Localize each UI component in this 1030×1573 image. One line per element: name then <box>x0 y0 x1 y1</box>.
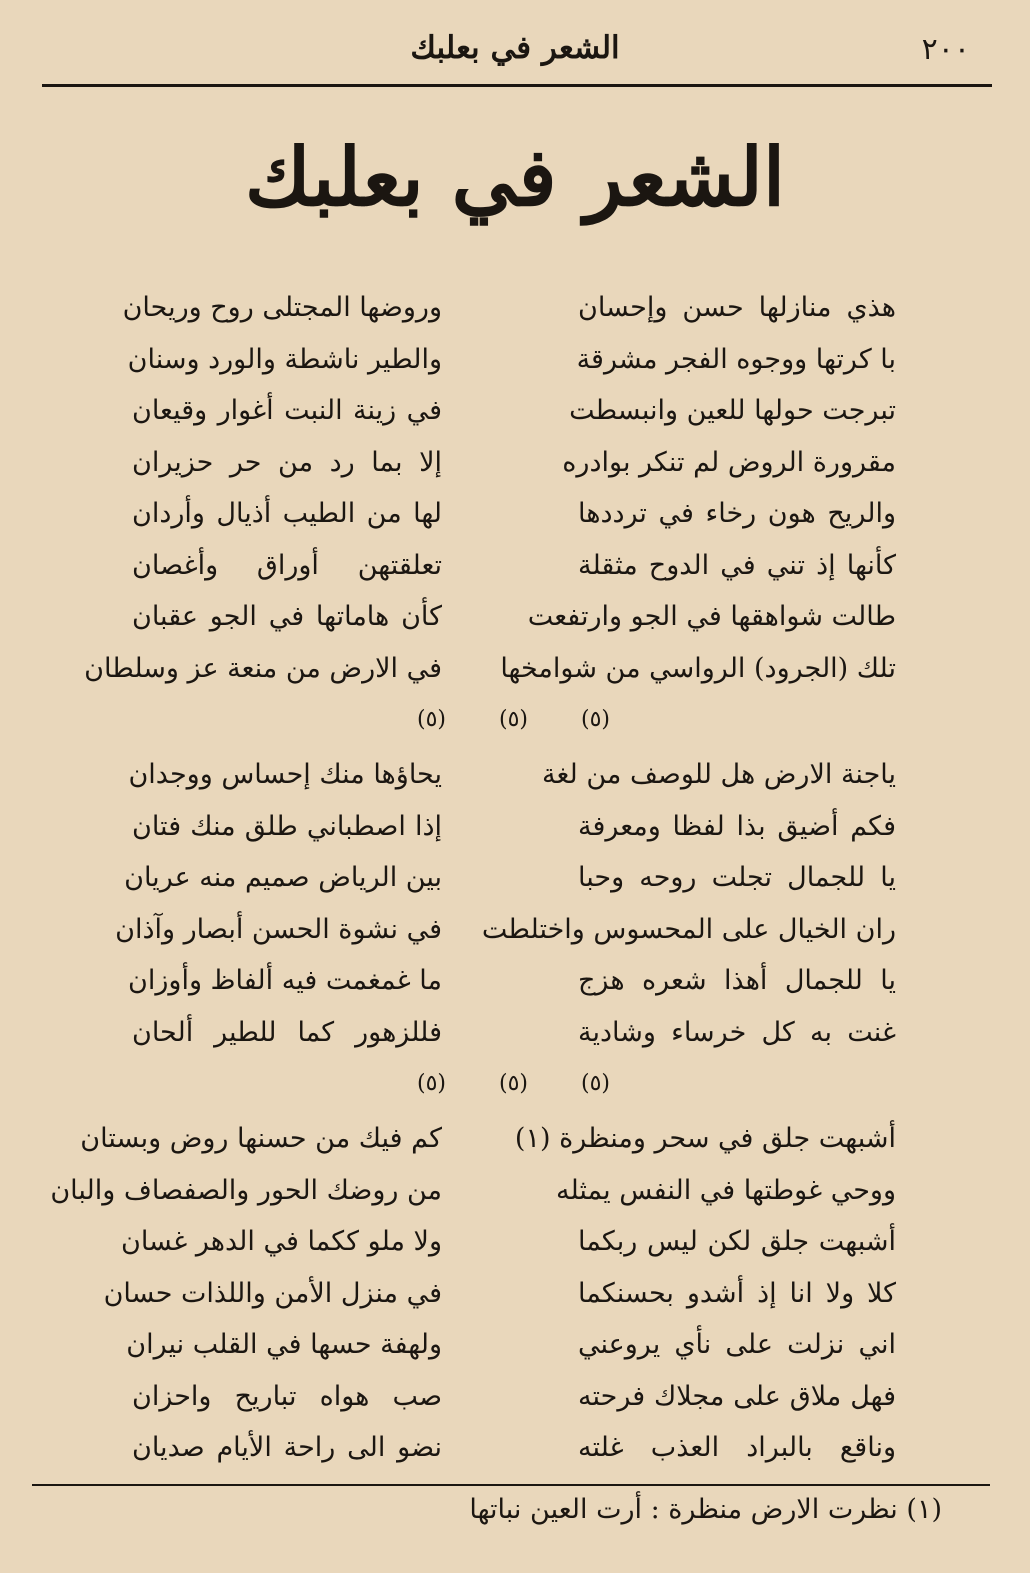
verse-line <box>0 643 1030 695</box>
first-hemistich: تلك (الجرود) الرواسي من شوامخها <box>500 652 896 684</box>
verse-line <box>0 1216 1030 1268</box>
verse-line <box>0 437 1030 489</box>
verse-line <box>0 1371 1030 1423</box>
verse-line <box>0 1165 1030 1217</box>
separator-mark: (٥) <box>416 707 446 732</box>
second-hemistich: إلا بما رد من حر حزيران <box>132 446 442 478</box>
second-hemistich: كأن هاماتها في الجو عقبان <box>132 601 442 632</box>
poem-title: الشعر في بعلبك <box>244 130 786 224</box>
first-hemistich: مقرورة الروض لم تنكر بوادره <box>562 446 896 478</box>
stanza-separator <box>0 1058 1030 1113</box>
first-hemistich: ياجنة الارض هل للوصف من لغة <box>542 759 896 790</box>
second-hemistich: تعلقتهن أوراق وأغصان <box>132 549 442 581</box>
verse-line <box>0 1007 1030 1059</box>
verse-line <box>0 591 1030 643</box>
second-hemistich: ما غمغمت فيه ألفاظ وأوزان <box>128 965 442 996</box>
verse-line <box>0 1113 1030 1165</box>
second-hemistich: كم فيك من حسنها روض وبستان <box>80 1123 442 1154</box>
first-hemistich: هذي منازلها حسن وإحسان <box>578 292 896 323</box>
verse-line <box>0 1422 1030 1474</box>
footnote-rule <box>32 1484 990 1486</box>
verse-line <box>0 1268 1030 1320</box>
first-hemistich: تبرجت حولها للعين وانبسطت <box>569 395 896 426</box>
first-hemistich: طالت شواهقها في الجو وارتفعت <box>527 601 896 632</box>
verse-line <box>0 801 1030 853</box>
first-hemistich: كأنها إذ تني في الدوح مثقلة <box>578 549 896 581</box>
first-hemistich: فهل ملاق على مجلاك فرحته <box>578 1380 896 1412</box>
second-hemistich: في زينة النبت أغوار وقيعان <box>132 395 442 426</box>
verse-line <box>0 749 1030 801</box>
second-hemistich: من روضك الحور والصفصاف والبان <box>50 1174 442 1206</box>
verse-line <box>0 540 1030 592</box>
separator-mark: (٥) <box>416 1071 446 1096</box>
first-hemistich: ووحي غوطتها في النفس يمثله <box>555 1174 896 1206</box>
verse-line <box>0 385 1030 437</box>
verse-line <box>0 282 1030 334</box>
verse-line <box>0 334 1030 386</box>
first-hemistich: يا للجمال تجلت روحه وحبا <box>578 862 896 893</box>
verse-line <box>0 852 1030 904</box>
verse-line <box>0 955 1030 1007</box>
second-hemistich: وروضها المجتلى روح وريحان <box>122 292 442 323</box>
separator-mark: (٥) <box>498 1071 528 1096</box>
second-hemistich: إذا اصطباني طلق منك فتان <box>132 810 442 842</box>
verse-line <box>0 904 1030 956</box>
second-hemistich: في منزل الأمن واللذات حسان <box>103 1277 442 1309</box>
second-hemistich: ولا ملو ككما في الدهر غسان <box>120 1226 442 1257</box>
page-number: ٢٠٠ <box>921 32 970 67</box>
first-hemistich: با كرتها ووجوه الفجر مشرقة <box>576 343 896 375</box>
first-hemistich: والريح هون رخاء في ترددها <box>578 498 896 529</box>
separator-mark: (٥) <box>580 707 610 732</box>
first-hemistich: فكم أضيق بذا لفظا ومعرفة <box>578 810 896 842</box>
separator-mark: (٥) <box>498 707 528 732</box>
stanza-separator <box>0 694 1030 749</box>
second-hemistich: فللزهور كما للطير ألحان <box>132 1016 442 1048</box>
verse-line <box>0 488 1030 540</box>
second-hemistich: ولهفة حسها في القلب نيران <box>126 1329 442 1360</box>
first-hemistich: غنت به كل خرساء وشادية <box>578 1016 896 1048</box>
first-hemistich: يا للجمال أهذا شعره هزج <box>578 965 896 996</box>
second-hemistich: صب هواه تباريح واحزان <box>132 1380 442 1412</box>
first-hemistich: ران الخيال على المحسوس واختلطت <box>481 913 896 945</box>
first-hemistich: أشبهت جلق في سحر ومنظرة (١) <box>514 1123 896 1154</box>
first-hemistich: اني نزلت على نأي يروعني <box>578 1329 896 1360</box>
footnote: (١) نظرت الارض منظرة : أرت العين نباتها <box>469 1494 942 1525</box>
poem-body <box>0 282 1030 1474</box>
verse-line <box>0 1319 1030 1371</box>
second-hemistich: بين الرياض صميم منه عريان <box>124 862 442 893</box>
header-rule <box>42 84 992 87</box>
running-header <box>0 28 1030 74</box>
first-hemistich: وناقع بالبراد العذب غلته <box>578 1432 896 1463</box>
second-hemistich: في نشوة الحسن أبصار وآذان <box>115 913 442 945</box>
separator-mark: (٥) <box>580 1071 610 1096</box>
second-hemistich: نضو الى راحة الأيام صديان <box>132 1432 442 1463</box>
running-title: الشعر في بعلبك <box>410 30 620 66</box>
second-hemistich: في الارض من منعة عز وسلطان <box>84 652 442 684</box>
first-hemistich: أشبهت جلق لكن ليس ربكما <box>578 1226 896 1257</box>
second-hemistich: يحاؤها منك إحساس ووجدان <box>128 759 442 790</box>
second-hemistich: لها من الطيب أذيال وأردان <box>132 498 442 529</box>
first-hemistich: كلا ولا انا إذ أشدو بحسنكما <box>578 1277 896 1309</box>
second-hemistich: والطير ناشطة والورد وسنان <box>127 343 442 375</box>
